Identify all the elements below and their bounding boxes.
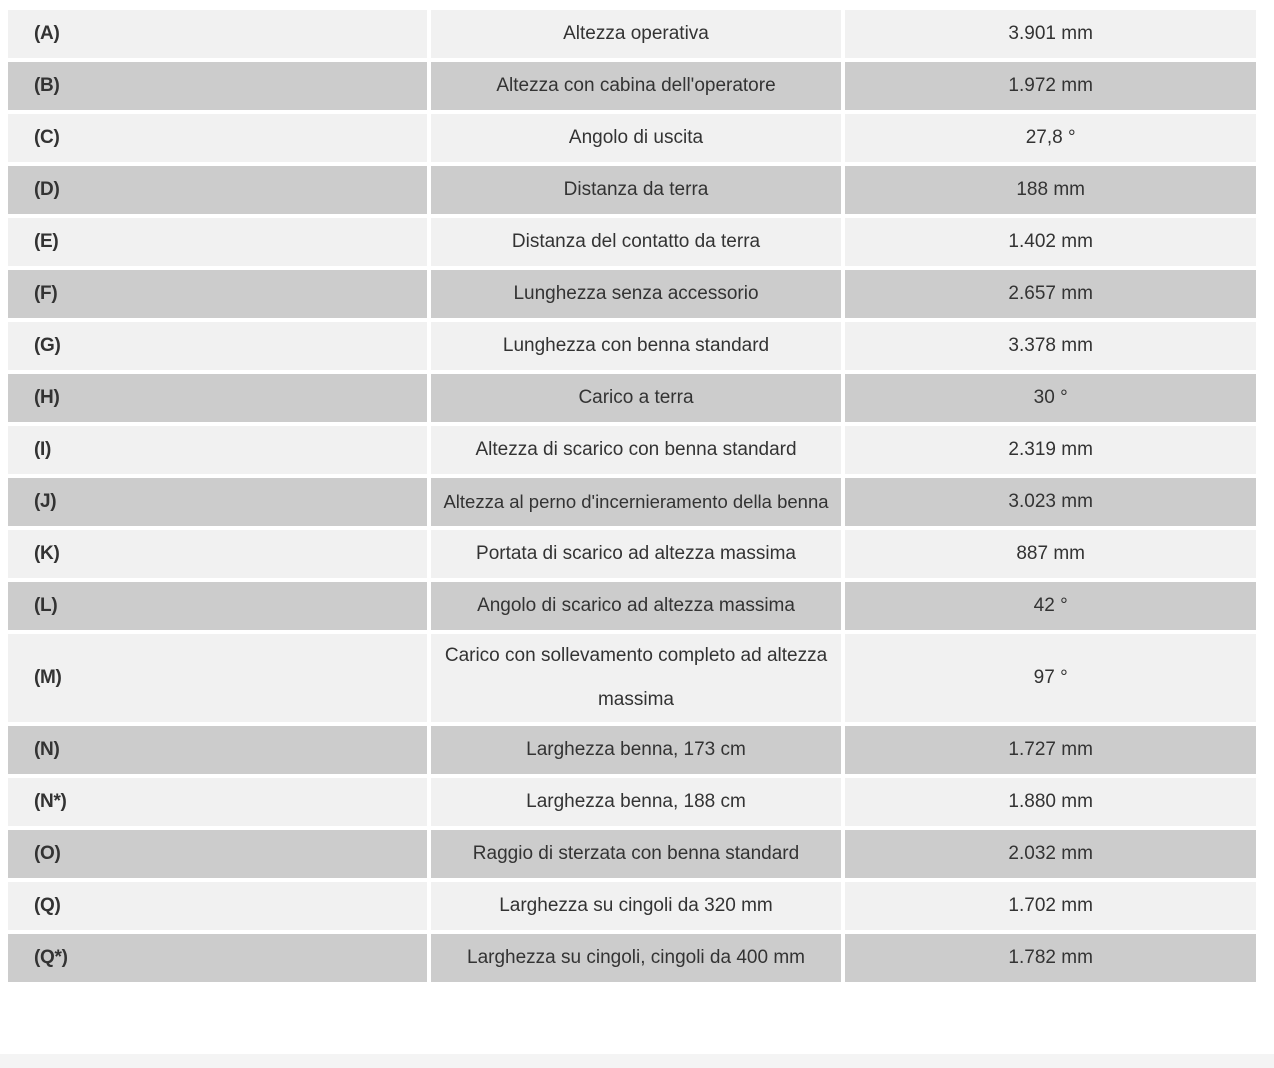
spec-value: 1.702 mm xyxy=(841,880,1256,932)
spec-label: Raggio di sterzata con benna standard xyxy=(427,828,842,880)
page-footer-strip xyxy=(0,1054,1274,1068)
table-row xyxy=(8,724,1256,776)
spec-value: 1.402 mm xyxy=(841,216,1256,268)
table-row xyxy=(8,8,1256,60)
spec-label: Lunghezza senza accessorio xyxy=(427,268,842,320)
spec-code: (N*) xyxy=(8,776,427,828)
spec-label: Angolo di scarico ad altezza massima xyxy=(427,580,842,632)
specifications-table xyxy=(8,8,1256,984)
table-row xyxy=(8,880,1256,932)
spec-label: Altezza con cabina dell'operatore xyxy=(427,60,842,112)
spec-value: 3.023 mm xyxy=(841,476,1256,528)
spec-code: (G) xyxy=(8,320,427,372)
table-row xyxy=(8,932,1256,984)
spec-label: Portata di scarico ad altezza massima xyxy=(427,528,842,580)
spec-label: Larghezza benna, 173 cm xyxy=(427,724,842,776)
table-row xyxy=(8,164,1256,216)
spec-code: (D) xyxy=(8,164,427,216)
spec-label: Altezza al perno d'incernieramento della benna xyxy=(427,476,842,528)
spec-value: 97 ° xyxy=(841,632,1256,724)
table-row xyxy=(8,60,1256,112)
spec-label: Larghezza su cingoli, cingoli da 400 mm xyxy=(427,932,842,984)
spec-code: (N) xyxy=(8,724,427,776)
spec-value: 3.901 mm xyxy=(841,8,1256,60)
specifications-table-body xyxy=(8,8,1256,984)
spec-label: Altezza di scarico con benna standard xyxy=(427,424,842,476)
spec-value: 1.727 mm xyxy=(841,724,1256,776)
spec-label: Distanza da terra xyxy=(427,164,842,216)
table-row xyxy=(8,632,1256,724)
spec-value: 1.880 mm xyxy=(841,776,1256,828)
spec-code: (Q) xyxy=(8,880,427,932)
spec-label: Angolo di uscita xyxy=(427,112,842,164)
spec-label: Carico con sollevamento completo ad altezza massima xyxy=(427,632,842,724)
table-row xyxy=(8,216,1256,268)
spec-code: (I) xyxy=(8,424,427,476)
spec-code: (B) xyxy=(8,60,427,112)
spec-code: (K) xyxy=(8,528,427,580)
table-row xyxy=(8,424,1256,476)
spec-code: (A) xyxy=(8,8,427,60)
spec-value: 3.378 mm xyxy=(841,320,1256,372)
spec-value: 1.782 mm xyxy=(841,932,1256,984)
spec-label: Distanza del contatto da terra xyxy=(427,216,842,268)
spec-value: 27,8 ° xyxy=(841,112,1256,164)
spec-code: (J) xyxy=(8,476,427,528)
spec-label: Carico a terra xyxy=(427,372,842,424)
table-row xyxy=(8,372,1256,424)
table-row xyxy=(8,112,1256,164)
spec-label: Lunghezza con benna standard xyxy=(427,320,842,372)
spec-value: 2.657 mm xyxy=(841,268,1256,320)
spec-code: (Q*) xyxy=(8,932,427,984)
spec-label: Larghezza benna, 188 cm xyxy=(427,776,842,828)
spec-value: 2.032 mm xyxy=(841,828,1256,880)
spec-label: Altezza operativa xyxy=(427,8,842,60)
table-row xyxy=(8,580,1256,632)
spec-code: (O) xyxy=(8,828,427,880)
spec-code: (M) xyxy=(8,632,427,724)
spec-code: (L) xyxy=(8,580,427,632)
spec-code: (H) xyxy=(8,372,427,424)
table-row xyxy=(8,476,1256,528)
spec-value: 1.972 mm xyxy=(841,60,1256,112)
table-row xyxy=(8,776,1256,828)
spec-code: (E) xyxy=(8,216,427,268)
spec-value: 42 ° xyxy=(841,580,1256,632)
spec-value: 30 ° xyxy=(841,372,1256,424)
spec-code: (C) xyxy=(8,112,427,164)
table-row xyxy=(8,528,1256,580)
spec-value: 2.319 mm xyxy=(841,424,1256,476)
table-row xyxy=(8,828,1256,880)
table-row xyxy=(8,268,1256,320)
spec-label: Larghezza su cingoli da 320 mm xyxy=(427,880,842,932)
spec-value: 188 mm xyxy=(841,164,1256,216)
table-row xyxy=(8,320,1256,372)
spec-value: 887 mm xyxy=(841,528,1256,580)
spec-code: (F) xyxy=(8,268,427,320)
